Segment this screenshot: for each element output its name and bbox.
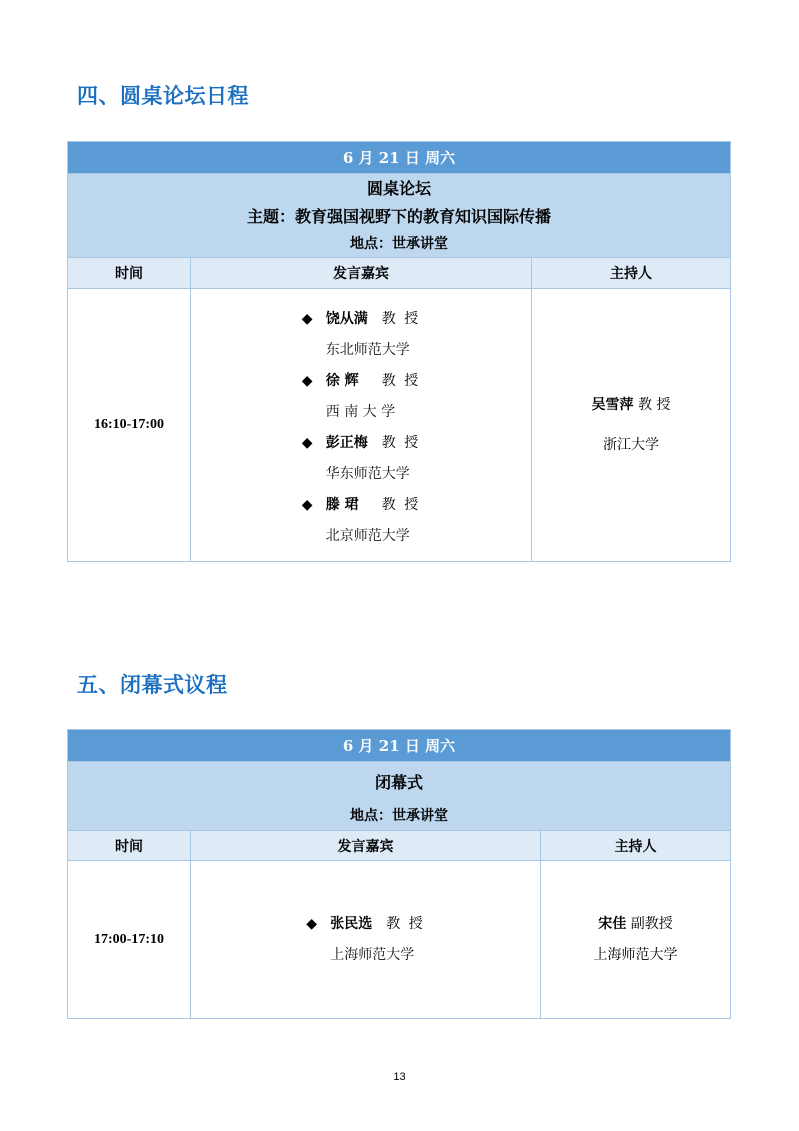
host-name: 宋佳 [598,915,627,932]
speaker-list [302,304,420,552]
forum-theme-block [68,174,731,258]
header-speakers: 发言嘉宾 [191,258,532,289]
header-time: 时间 [68,258,191,289]
header-speakers: 发言嘉宾 [191,831,541,861]
speaker-item [306,909,424,940]
host-title: 副教授 [630,915,673,932]
host-cell [541,861,731,1019]
speaker-item [302,428,420,459]
speakers-cell [191,289,532,562]
host-name: 吴雪萍 [591,397,634,413]
schedule-date: 6 月 21 日 周六 [68,142,731,174]
session-time: 17:00-17:10 [68,861,191,1019]
speaker-item [302,490,420,521]
speaker-title: 教 授 [381,435,421,451]
speaker-name: 张民选 [330,915,373,932]
speaker-title: 教 授 [386,915,425,932]
schedule-date: 6 月 21 日 周六 [68,730,731,762]
diamond-bullet-icon: ◆ [306,915,318,932]
host-name-line [541,909,730,940]
speakers-cell [191,861,541,1019]
forum-venue: 地点：世承讲堂 [350,235,448,252]
host-affiliation: 浙江大学 [603,437,659,453]
section-title-roundtable: 四、圆桌论坛日程 [77,84,249,108]
speaker-name: 彭正梅 [325,435,368,451]
speaker-name: 徐 辉 [325,373,359,389]
speaker-item [302,304,420,335]
speaker-affiliation: 华东师范大学 [325,466,410,482]
closing-venue: 地点：世承讲堂 [350,808,448,824]
speaker-affiliation: 西 南 大 学 [325,404,396,420]
host-affiliation: 上海师范大学 [593,946,678,963]
speaker-item [302,366,420,397]
diamond-bullet-icon: ◆ [301,311,313,327]
roundtable-schedule-table [67,141,731,562]
speaker-list [306,909,424,971]
header-time: 时间 [68,831,191,861]
host-title: 教 授 [638,397,671,413]
page-number: 13 [393,1071,406,1083]
closing-schedule-table [67,729,731,1019]
speaker-title: 教 授 [381,497,421,513]
speaker-affiliation: 北京师范大学 [325,528,410,544]
diamond-bullet-icon: ◆ [301,435,313,451]
speaker-affiliation: 东北师范大学 [325,342,410,358]
speaker-name: 滕 珺 [325,497,359,513]
diamond-bullet-icon: ◆ [301,373,313,389]
host-cell [532,289,731,562]
forum-name: 圆桌论坛 [366,178,431,198]
session-time: 16:10-17:00 [68,289,191,562]
speaker-title: 教 授 [381,311,421,327]
section-title-closing: 五、闭幕式议程 [77,673,228,697]
diamond-bullet-icon: ◆ [301,497,313,513]
speaker-title: 教 授 [381,373,421,389]
closing-name: 闭幕式 [374,773,423,792]
closing-theme-block [68,762,731,831]
forum-topic: 主题：教育强国视野下的教育知识国际传播 [246,206,551,226]
speaker-name: 饶从满 [325,311,368,327]
host-name-line [532,385,730,425]
header-host: 主持人 [541,831,731,861]
speaker-affiliation: 上海师范大学 [330,946,415,963]
header-host: 主持人 [532,258,731,289]
